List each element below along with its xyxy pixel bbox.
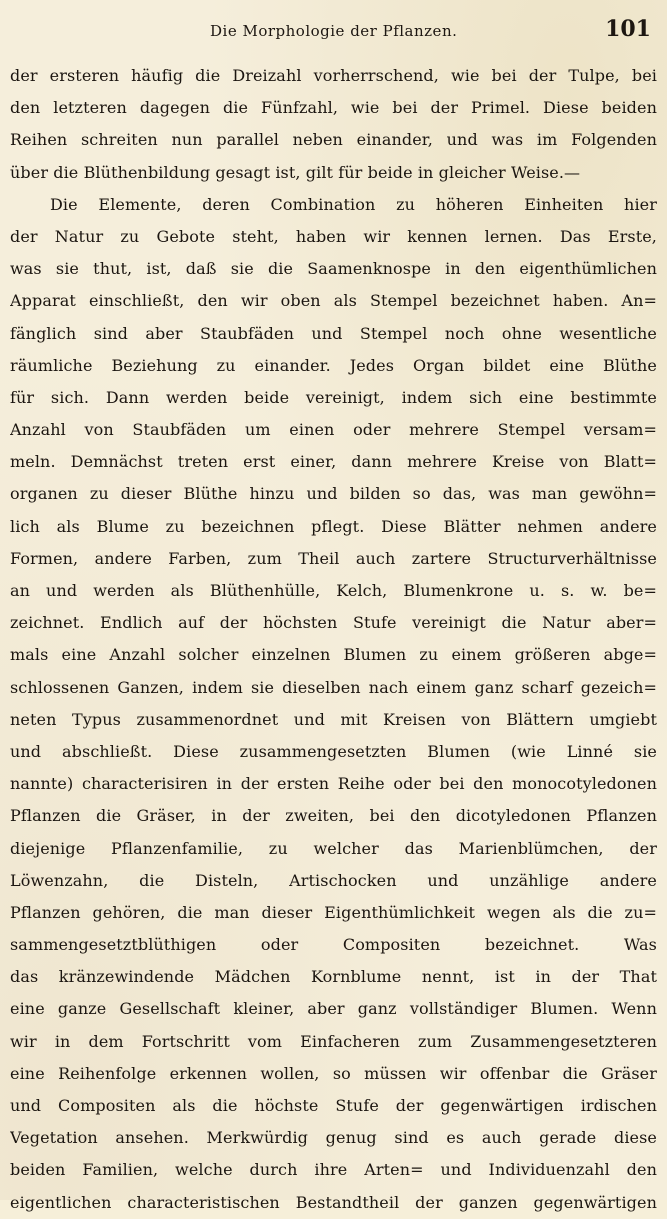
running-head-title: Die Morphologie der Pflanzen.: [210, 22, 458, 40]
text-line: räumliche Beziehung zu einander. Jedes Organ bildet eine Blüthe: [10, 355, 657, 375]
text-line: eigentlichen characteristischen Bestandtheil der ganzen gegenwärtigen: [10, 1192, 657, 1212]
body-text: [10, 60, 657, 1219]
text-line: nannte) characterisiren in der ersten Reihe oder bei den monocotyledonen: [10, 774, 657, 794]
paragraph-end-line: über die Blüthenbildung gesagt ist, gilt für beide in gleicher Weise.—: [10, 162, 581, 182]
text-line: Pflanzen die Gräser, in der zweiten, bei den dicotyledonen Pflanzen: [10, 806, 657, 826]
text-line: Formen, andere Farben, zum Theil auch zartere Structurverhältnisse: [10, 548, 657, 568]
text-line: diejenige Pflanzenfamilie, zu welcher das Marienblümchen, der: [10, 838, 657, 858]
text-line: und abschließt. Diese zusammengesetzten Blumen (wie Linné sie: [10, 741, 657, 761]
text-line: Pflanzen gehören, die man dieser Eigenthümlichkeit wegen als die zu=: [10, 902, 657, 922]
text-line: Apparat einschließt, den wir oben als Stempel bezeichnet haben. An=: [10, 291, 657, 311]
text-line: mals eine Anzahl solcher einzelnen Blumen zu einem größeren abge=: [10, 645, 657, 665]
paragraph-start-line: Die Elemente, deren Combination zu höheren Einheiten hier: [50, 194, 657, 214]
text-line: fänglich sind aber Staubfäden und Stempel noch ohne wesentliche: [10, 323, 657, 343]
text-line: Vegetation ansehen. Merkwürdig genug sind es auch gerade diese: [10, 1128, 657, 1148]
text-line: eine ganze Gesellschaft kleiner, aber ganz vollständiger Blumen. Wenn: [10, 999, 657, 1019]
text-line: beiden Familien, welche durch ihre Arten= und Individuenzahl den: [10, 1160, 657, 1180]
text-line: an und werden als Blüthenhülle, Kelch, Blumenkrone u. s. w. be=: [10, 581, 657, 600]
text-line: meln. Demnächst treten erst einer, dann mehrere Kreise von Blatt=: [10, 452, 657, 472]
text-line: Löwenzahn, die Disteln, Artischocken und unzählige andere: [10, 870, 657, 890]
text-line: wir in dem Fortschritt vom Einfacheren zum Zusammengesetzteren: [10, 1031, 657, 1051]
text-line: sammengesetztblüthigen oder Compositen bezeichnet. Was: [10, 935, 657, 955]
text-line: der Natur zu Gebote steht, haben wir kennen lernen. Das Erste,: [10, 226, 657, 246]
text-line: Anzahl von Staubfäden um einen oder mehrere Stempel versam=: [10, 420, 657, 440]
running-head: [0, 14, 667, 46]
text-line: der ersteren häufig die Dreizahl vorherrschend, wie bei der Tulpe, bei: [10, 66, 657, 85]
text-line: zeichnet. Endlich auf der höchsten Stufe vereinigt die Natur aber=: [10, 613, 657, 633]
text-line: den letzteren dagegen die Fünfzahl, wie bei der Primel. Diese beiden: [10, 98, 657, 118]
text-line: lich als Blume zu bezeichnen pflegt. Diese Blätter nehmen andere: [10, 516, 657, 536]
text-line: für sich. Dann werden beide vereinigt, indem sich eine bestimmte: [10, 387, 657, 407]
text-line: was sie thut, ist, daß sie die Saamenknospe in den eigenthümlichen: [10, 259, 657, 279]
text-line: das kränzewindende Mädchen Kornblume nennt, ist in der That: [10, 967, 657, 987]
text-line: schlossenen Ganzen, indem sie dieselben nach einem ganz scharf gezeich=: [10, 677, 657, 697]
text-line: organen zu dieser Blüthe hinzu und bilden so das, was man gewöhn=: [10, 484, 657, 504]
text-line: und Compositen als die höchste Stufe der gegenwärtigen irdischen: [10, 1096, 657, 1115]
text-line: Reihen schreiten nun parallel neben einander, und was im Folgenden: [10, 130, 657, 150]
text-line: eine Reihenfolge erkennen wollen, so müssen wir offenbar die Gräser: [10, 1063, 657, 1083]
page-number: 101: [605, 16, 651, 42]
text-line: neten Typus zusammenordnet und mit Kreisen von Blättern umgiebt: [10, 709, 657, 729]
